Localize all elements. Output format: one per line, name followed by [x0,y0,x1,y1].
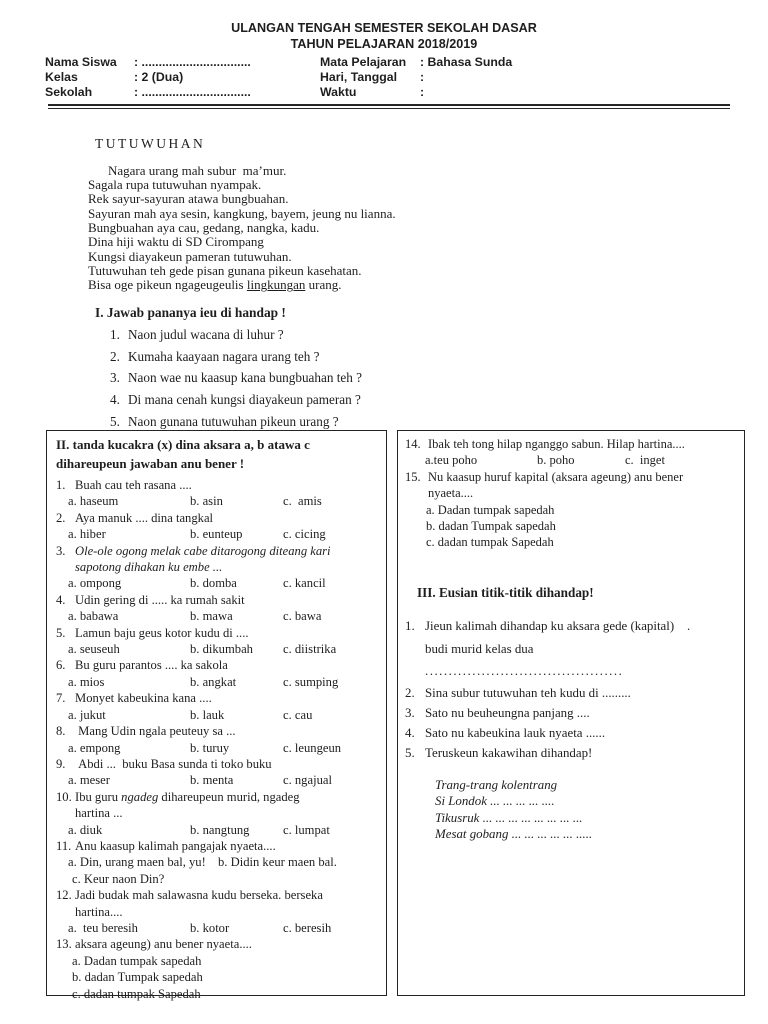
field-value-waktu: : [420,85,425,100]
question-number: 2. [405,685,415,700]
field-label-sekolah: Sekolah [45,85,93,100]
question-stem: Bu guru parantos .... ka sakola [75,658,228,673]
section3-heading: III. Eusian titik-titik dihandap! [417,584,594,600]
stem-line2: sapotong dihakan ku embe ... [75,560,223,575]
field-label-hari-tanggal: Hari, Tanggal [320,70,397,85]
mc-options [68,641,380,657]
question-text: Naon judul wacana di luhur ? [128,327,284,343]
question-number: 15. [405,469,421,484]
question-number: 10. [56,789,72,804]
exam-title-line2: TAHUN PELAJARAN 2018/2019 [290,36,478,51]
song-lyrics [435,777,739,843]
song-line: Si Londok ... ... ... ... .... [435,794,555,809]
question-number: 5. [405,745,415,760]
option-a: a. babawa [68,609,119,624]
question-number: 5. [110,413,120,429]
option-b: b. angkat [190,674,237,689]
option-a: a. mios [68,674,105,689]
mc-options [425,452,739,468]
option-b: b. menta [190,773,234,788]
exam-title-line1: ULANGAN TENGAH SEMESTER SEKOLAH DASAR [231,21,537,35]
question-number: 3. [56,543,66,558]
question-number: 1. [110,327,120,343]
mc-options [68,493,380,509]
mc-options [68,707,380,723]
question-number: 11. [56,838,72,853]
question-number: 6. [56,658,66,673]
field-value-sekolah: : ................................ [134,85,251,100]
mc-question-10 [56,789,380,822]
option-a: a. Dadan tumpak sapedah [426,502,555,517]
option-c: c. leungeun [283,740,342,755]
field-value-hari-tanggal: : [420,70,425,85]
song-line: Tikusruk ... ... ... ... ... ... ... ... [435,810,583,825]
option-c: c. beresih [283,920,332,935]
option-b: b. poho [537,453,575,468]
section1-questions [110,328,768,428]
form-row-3 [0,85,768,100]
stem-line1: Nu kaasup huruf kapital (aksara ageung) anu bener [428,469,684,484]
question-number: 4. [56,592,66,607]
song-line: Trang-trang kolentrang [435,777,558,792]
option-a: a. ompong [68,576,122,591]
stem-line2: nyaeta.... [428,486,474,501]
field-value-kelas: : 2 (Dua) [134,70,184,85]
underlined-word: lingkungan [246,277,306,293]
question-number: 7. [56,691,66,706]
question-stem: Anu kaasup kalimah pangajak nyaeta.... [75,838,276,853]
option-b: b. dadan Tumpak sapedah [426,519,556,534]
mc-question-14 [405,436,739,452]
option-a: a.teu poho [425,453,478,468]
mc-options [68,526,380,542]
fill-question-3 [405,703,739,723]
option-c: c. lumpat [283,822,330,837]
question-number: 4. [405,725,415,740]
fill-question-2 [405,683,739,703]
stem-text: dihareupeun murid, ngadeg [158,789,300,804]
passage-line: Bungbuahan aya cau, gedang, nangka, kadu. [88,219,320,235]
question-stem: aksara ageung) anu bener nyaeta.... [75,937,252,952]
passage-line-last [88,278,768,292]
option-a: a. diuk [68,822,103,837]
mc-question-5 [56,625,380,641]
question-line2: budi murid kelas dua [425,641,534,656]
mc-question-1 [56,477,380,493]
field-value-nama-siswa: : ................................ [134,55,251,69]
question-stem: Monyet kabeukina kana .... [75,691,212,706]
option-a: a. teu beresih [68,920,138,935]
option-c: c. inget [625,453,665,468]
question-item [110,415,768,429]
mc-options [68,608,380,624]
option-c: c. Keur naon Din? [72,871,165,886]
mc-question-2 [56,510,380,526]
option-a: a. haseum [68,494,119,509]
option-c: c. bawa [283,609,322,624]
option-c: c. diistrika [283,642,337,657]
option-b: b. dikumbah [190,642,253,657]
passage-line: Tutuwuhan teh gede pisan gunana pikeun kasehatan. [88,262,362,278]
option-a: a. seuseuh [68,642,120,657]
mc-question-7 [56,690,380,706]
song-line: Mesat gobang ... ... ... ... ... ..... [435,826,593,841]
field-label-nama-siswa: Nama Siswa [45,55,117,69]
passage-line: Sagala rupa tutuwuhan nyampak. [88,176,262,192]
question-text: Sina subur tutuwuhan teh kudu di ......... [425,685,631,700]
option-b: b. dadan Tumpak sapedah [72,970,203,985]
stem-italic-word: ngadeg [121,789,159,804]
option-b: b. mawa [190,609,233,624]
question-number: 1. [56,478,66,492]
question-line1: Jieun kalimah dihandap ku aksara gede (kapital) . [425,619,691,634]
option-c: c. dadan tumpak Sapedah [72,986,201,1001]
option-a: a. meser [68,773,110,788]
fill-question-5 [405,743,739,763]
stem-line2: hartina.... [75,904,123,919]
mc-options [68,674,380,690]
question-text: Naon gunana tutuwuhan pikeun urang ? [128,413,339,429]
question-item [110,350,768,364]
student-info-form [0,55,768,101]
question-stem: Udin gering di ..... ka rumah sakit [75,592,245,607]
header-divider [48,104,730,109]
question-stem: Lamun baju geus kotor kudu di .... [75,625,249,640]
mc-question-11 [56,838,380,854]
section2-heading-line1: II. tanda kucakra (x) dina aksara a, b atawa c [56,437,310,452]
question-stem [75,887,380,920]
question-number: 5. [56,625,66,640]
option-c: c. amis [283,494,322,509]
field-label-kelas: Kelas [45,70,78,85]
option-a: a. jukut [68,707,106,722]
option-b: b. eunteup [190,527,243,542]
section2-box-right [397,430,745,996]
option-c: c. cau [283,707,313,722]
stem-line1: Ole-ole ogong melak cabe ditarogong diteang kari [75,543,331,558]
field-label-mata-pelajaran: Mata Pelajaran [320,55,407,69]
option-c: c. sumping [283,674,339,689]
mc-question-8 [56,723,380,739]
option-b: b. kotor [190,920,230,935]
mc-question-15 [405,469,739,502]
question-stem [428,469,739,502]
mc-options [68,772,380,788]
mc-question-13 [56,936,380,952]
mc-question-9 [56,756,380,772]
option-b: b. Didin keur maen bal. [218,855,337,870]
option-a: a. Din, urang maen bal, yu! [68,855,206,870]
section2-heading-line2: dihareupeun jawaban anu bener ! [56,455,245,471]
passage-line: Dina hiji waktu di SD Cirompang [88,234,264,250]
passage-line: Rek sayur-sayuran atawa bungbuahan. [88,191,289,207]
question-text: Sato nu kabeukina lauk nyaeta ...... [425,725,606,740]
form-row-2 [0,70,768,85]
mc-options [68,822,380,838]
question-body [425,615,690,683]
stem-line2: hartina ... [75,806,123,821]
form-row-1 [0,55,768,70]
mc-question-4 [56,592,380,608]
option-b: b. lauk [190,707,225,722]
mc-options [68,740,380,756]
question-item [110,328,768,342]
option-b: b. turuy [190,740,230,755]
option-c: c. cicing [283,527,326,542]
reading-passage [88,164,768,293]
option-a: a. empong [68,740,121,755]
question-text: Naon wae nu kaasup kana bungbuahan teh ? [128,370,362,386]
question-number: 14. [405,437,421,451]
question-number: 13. [56,937,72,952]
section3-questions [405,615,739,763]
passage-title: TUTUWUHAN [95,135,206,151]
passage-line: Sayuran mah aya sesin, kangkung, bayem, jeung nu lianna. [88,205,396,221]
question-stem: Mang Udin ngala peuteuy sa ... [75,724,236,739]
stem-text: Ibu guru [75,789,122,804]
question-text: Teruskeun kakawihan dihandap! [425,745,593,760]
option-a: a. Dadan tumpak sapedah [72,953,202,968]
passage-text: urang. [305,277,342,293]
mc-question-6 [56,657,380,673]
field-value-mata-pelajaran: : Bahasa Sunda [420,55,513,69]
option-b: b. asin [190,494,223,509]
option-b: b. nangtung [190,822,250,837]
question-text: Sato nu beuheungna panjang .... [425,705,590,720]
option-a: a. hiber [68,527,106,542]
question-number: 3. [110,370,120,386]
mc-options [68,920,380,936]
passage-line: Nagara urang mah subur ma’mur. [108,162,287,178]
passage-line: Kungsi diayakeun pameran tutuwuhan. [88,248,292,264]
mc-options [68,575,380,591]
fill-question-1 [405,615,739,683]
question-stem: Ibak teh tong hilap nganggo sabun. Hilap hartina.... [428,437,685,451]
stem-line1: Jadi budak mah salawasna kudu berseka. berseka [75,888,323,903]
option-c: c. ngajual [283,773,332,788]
question-number: 12. [56,888,72,903]
field-label-waktu: Waktu [320,85,357,100]
question-stem: Aya manuk .... dina tangkal [75,510,214,525]
question-stem [75,543,380,576]
passage-text: Bisa oge pikeun ngageugeulis [88,277,247,293]
option-c: c. kancil [283,576,326,591]
question-stem: Buah cau teh rasana .... [75,478,192,492]
option-c: c. dadan tumpak Sapedah [426,535,554,550]
question-stem: Abdi ... buku Basa sunda ti toko buku [75,756,272,771]
question-item [110,371,768,385]
fill-question-4 [405,723,739,743]
question-item [110,393,768,407]
mc-options [68,854,380,870]
question-number: 9. [56,756,66,771]
question-text: Kumaha kaayaan nagara urang teh ? [128,348,320,364]
section2-box-left [46,430,387,1001]
question-number: 2. [110,348,120,364]
question-number: 4. [110,392,120,408]
mc-question-12 [56,887,380,920]
mc-question-3 [56,543,380,576]
section1-heading: I. Jawab pananya ieu di handap ! [95,304,286,320]
question-text: Di mana cenah kungsi diayakeun pameran ? [128,392,361,408]
question-number: 8. [56,724,66,739]
question-number: 1. [405,619,415,634]
question-number: 2. [56,510,66,525]
question-stem [75,789,380,822]
exam-header [0,21,768,52]
question-number: 3. [405,705,415,720]
option-b: b. domba [190,576,237,591]
answer-dotted-line: .......................................... [425,664,624,679]
